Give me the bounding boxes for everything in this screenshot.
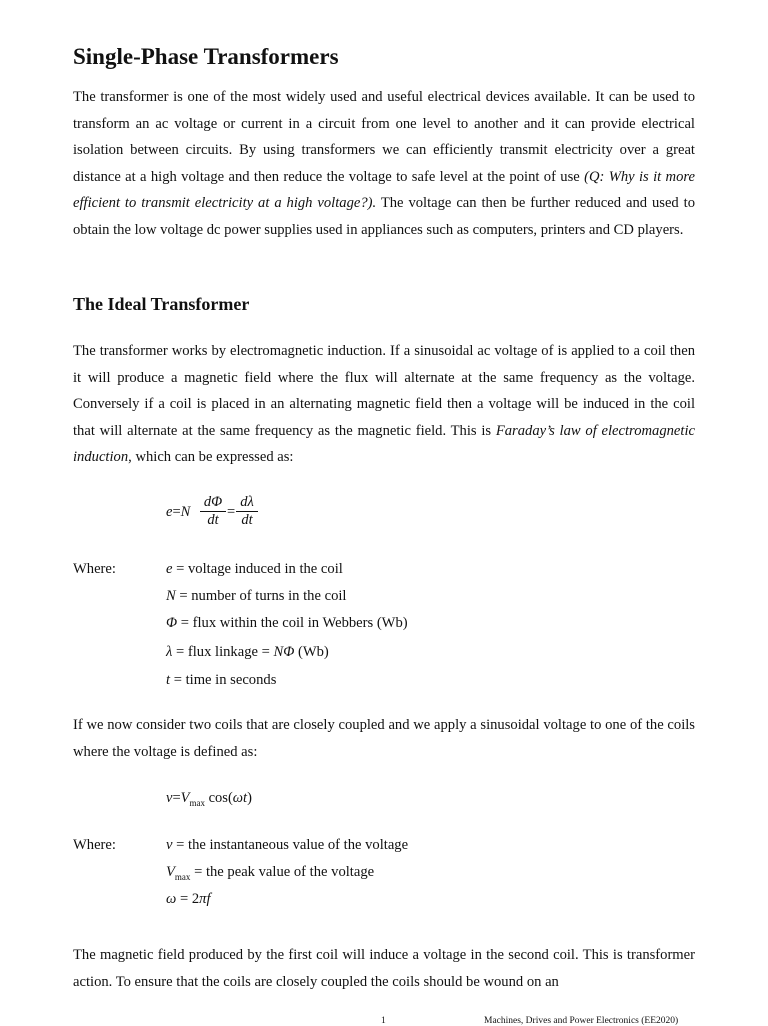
eq1-den1: dt (207, 512, 219, 528)
eq1-fraction-linkage (236, 494, 258, 529)
eq1-lhs: e (166, 504, 173, 520)
page-number: 1 (381, 1016, 386, 1026)
intro-question: (Q: Why is it more efficient to transmit electricity at a high voltage?). (73, 168, 695, 211)
def-lambda: λ = flux linkage = NΦ (Wb) (166, 644, 329, 660)
def-v: v = the instantaneous value of the voltage (166, 837, 409, 853)
transformer-action-paragraph: The magnetic field produced by the first coil will induce a voltage in the second coil. This is transformer action. To ensure that the coils are closely coupled the coils should be wound on an (73, 947, 695, 990)
def-phi: Φ = flux within the coil in Webbers (Wb) (166, 615, 408, 631)
eq1-equals-2: = (227, 504, 236, 520)
eq1-den2: dt (241, 512, 253, 528)
where-label-2: Where: (73, 837, 116, 853)
def-vmax: $V_{max}$ = the peak value of the voltage (166, 864, 375, 882)
intro-text-a: The transformer is one of the most widely used and useful electrical devices available. It can be used to transform an ac voltage or current in a circuit from one level to another and it can provide electrical isolation between circuits. By using transformers we can efficiently transmit electricity over a great distance at a high voltage and then reduce the voltage to safe level at the point of use (73, 89, 695, 185)
footer-course: Machines, Drives and Power Electronics (EE2020) (484, 1016, 679, 1026)
ideal-paragraph (73, 338, 695, 471)
def-t: t = time in seconds (166, 672, 277, 688)
section-heading-ideal-transformer: The Ideal Transformer (73, 294, 250, 314)
intro-paragraph (73, 84, 695, 243)
def-omega: ω = 2πf (166, 891, 211, 907)
faraday-law: Faraday’s law of electromagnetic induction (73, 422, 695, 465)
eq1-num2: dλ (240, 494, 254, 510)
eq1-equals: = (172, 504, 181, 520)
faraday-equation (166, 504, 190, 521)
eq1-coef: N (180, 504, 191, 520)
coupled-coils-paragraph: If we now consider two coils that are closely coupled and we apply a sinusoidal voltage to one of the coils where the voltage is defined as: (73, 717, 695, 760)
def-n: N = number of turns in the coil (166, 588, 347, 604)
voltage-equation: $v=V_{max}$ cos(ωt) (166, 790, 252, 808)
eq1-fraction-flux (200, 494, 226, 529)
where-label-1: Where: (73, 561, 116, 577)
ideal-text-b: , which can be expressed as: (128, 449, 294, 465)
ideal-text-a: The transformer works by electromagnetic induction. If a sinusoidal ac voltage of is applied to a coil then it will produce a magnetic field where the flux will alternate at the same frequency as the voltage. Conversely if a coil is placed in an alternating magnetic field then a voltage will be induced in the coil that will alternate at the same frequency as the magnetic field. This is (73, 343, 695, 439)
eq1-num1: dΦ (203, 494, 223, 510)
def-e: e = voltage induced in the coil (166, 561, 343, 577)
page-title: Single-Phase Transformers (73, 44, 339, 69)
intro-text-b: The voltage can then be further reduced and used to obtain the low voltage dc power supplies used in appliances such as computers, printers and CD players. (73, 195, 695, 238)
